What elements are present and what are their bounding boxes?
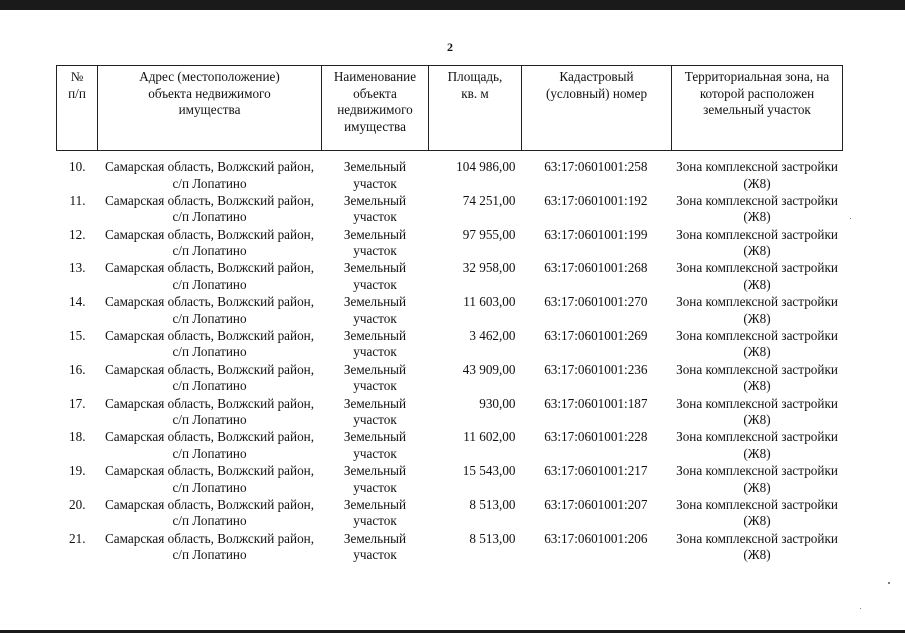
row-cadastral-number: 63:17:0601001:206 (544, 530, 648, 546)
row-territorial-zone: Зона комплексной застройки (Ж8) (676, 226, 838, 259)
row-number: 15. (69, 327, 86, 343)
row-territorial-zone: Зона комплексной застройки (Ж8) (676, 530, 838, 563)
scan-speck (860, 608, 861, 609)
row-number: 21. (69, 530, 86, 546)
table-row (57, 463, 843, 497)
row-cadastral-number: 63:17:0601001:207 (544, 496, 648, 512)
row-number: 16. (69, 361, 86, 377)
table-row (57, 328, 843, 362)
table-row (57, 260, 843, 294)
scan-speck (888, 582, 890, 584)
row-object-name: Земельный участок (343, 226, 407, 259)
table-row (57, 497, 843, 531)
table-row (57, 227, 843, 261)
row-address: Самарская область, Волжский район, с/п Лопатино (104, 429, 315, 461)
row-area: 11 603,00 (463, 294, 516, 310)
row-cadastral-number: 63:17:0601001:270 (544, 294, 648, 310)
row-cadastral-number: 63:17:0601001:228 (544, 429, 648, 445)
row-address: Самарская область, Волжский район, с/п Лопатино (104, 361, 315, 394)
table-row (57, 531, 843, 565)
table-row (57, 193, 843, 227)
row-area: 43 909,00 (462, 361, 516, 377)
row-object-name: Земельный участок (343, 395, 407, 428)
row-number: 17. (69, 395, 86, 411)
row-territorial-zone: Зона комплексной застройки (Ж8) (676, 361, 838, 394)
row-territorial-zone: Зона комплексной застройки (Ж8) (676, 260, 838, 292)
row-address: Самарская область, Волжский район, с/п Лопатино (104, 327, 315, 360)
row-area: 97 955,00 (462, 226, 516, 242)
row-number: 18. (69, 429, 86, 445)
row-territorial-zone: Зона комплексной застройки (Ж8) (676, 159, 838, 191)
table-row (57, 396, 843, 430)
row-cadastral-number: 63:17:0601001:192 (544, 192, 648, 208)
row-number: 19. (69, 463, 86, 479)
row-cadastral-number: 63:17:0601001:199 (544, 226, 648, 242)
row-object-name: Земельный участок (343, 327, 407, 360)
row-area: 11 602,00 (463, 429, 516, 445)
row-territorial-zone: Зона комплексной застройки (Ж8) (676, 327, 838, 360)
row-address: Самарская область, Волжский район, с/п Лопатино (104, 463, 315, 495)
page-number: 2 (447, 40, 453, 54)
header-number: № п/п (57, 66, 98, 151)
row-cadastral-number: 63:17:0601001:268 (544, 260, 648, 276)
row-territorial-zone: Зона комплексной застройки (Ж8) (676, 429, 838, 461)
row-object-name: Земельный участок (343, 530, 407, 563)
row-area: 74 251,00 (462, 192, 516, 208)
row-area: 8 513,00 (469, 496, 516, 512)
scan-border-bottom (0, 630, 905, 633)
row-address: Самарская область, Волжский район, с/п Лопатино (104, 159, 315, 191)
row-object-name: Земельный участок (343, 294, 407, 326)
row-cadastral-number: 63:17:0601001:187 (544, 395, 648, 411)
scan-border-top (0, 0, 905, 10)
row-object-name: Земельный участок (343, 361, 407, 394)
table-header-row (57, 66, 843, 151)
row-object-name: Земельный участок (343, 496, 407, 529)
row-cadastral-number: 63:17:0601001:258 (544, 159, 648, 174)
row-area: 32 958,00 (462, 260, 516, 276)
row-cadastral-number: 63:17:0601001:236 (544, 361, 648, 377)
row-address: Самарская область, Волжский район, с/п Лопатино (104, 496, 315, 529)
table-row (57, 429, 843, 463)
row-territorial-zone: Зона комплексной застройки (Ж8) (676, 192, 838, 225)
row-address: Самарская область, Волжский район, с/п Лопатино (104, 395, 315, 428)
header-object-name: Наименование объекта недвижимого имущества (322, 66, 429, 151)
row-number: 13. (69, 260, 86, 276)
row-area: 104 986,00 (456, 159, 516, 174)
row-number: 14. (69, 294, 86, 310)
row-cadastral-number: 63:17:0601001:217 (544, 463, 648, 479)
row-area: 15 543,00 (462, 463, 516, 479)
table-body (57, 151, 843, 565)
row-address: Самарская область, Волжский район, с/п Лопатино (104, 192, 315, 225)
row-number: 11. (69, 192, 86, 208)
row-area: 3 462,00 (469, 327, 516, 343)
row-cadastral-number: 63:17:0601001:269 (544, 327, 648, 343)
row-territorial-zone: Зона комплексной застройки (Ж8) (676, 294, 838, 326)
row-object-name: Земельный участок (343, 429, 407, 461)
table-row (57, 159, 843, 193)
table-row (57, 362, 843, 396)
row-address: Самарская область, Волжский район, с/п Лопатино (104, 226, 315, 259)
row-territorial-zone: Зона комплексной застройки (Ж8) (676, 463, 838, 495)
row-area: 930,00 (479, 395, 516, 411)
row-address: Самарская область, Волжский район, с/п Лопатино (104, 260, 315, 292)
scan-speck (850, 218, 851, 219)
row-object-name: Земельный участок (343, 260, 407, 292)
header-address: Адрес (местоположение) объекта недвижимого имущества (98, 66, 322, 151)
row-number: 20. (69, 496, 86, 512)
row-object-name: Земельный участок (343, 463, 407, 495)
row-territorial-zone: Зона комплексной застройки (Ж8) (676, 395, 838, 428)
row-address: Самарская область, Волжский район, с/п Лопатино (104, 530, 315, 563)
row-area: 8 513,00 (469, 530, 516, 546)
row-address: Самарская область, Волжский район, с/п Лопатино (104, 294, 315, 326)
row-number: 12. (69, 226, 86, 242)
row-object-name: Земельный участок (343, 159, 407, 191)
row-object-name: Земельный участок (343, 192, 407, 225)
row-number: 10. (69, 159, 86, 174)
header-area: Площадь, кв. м (429, 66, 522, 151)
property-table (56, 65, 843, 565)
header-territorial-zone: Территориальная зона, на которой расположен земельный участок (672, 66, 843, 151)
header-cadastral-number: Кадастровый (условный) номер (522, 66, 672, 151)
table-row (57, 294, 843, 328)
row-territorial-zone: Зона комплексной застройки (Ж8) (676, 496, 838, 529)
